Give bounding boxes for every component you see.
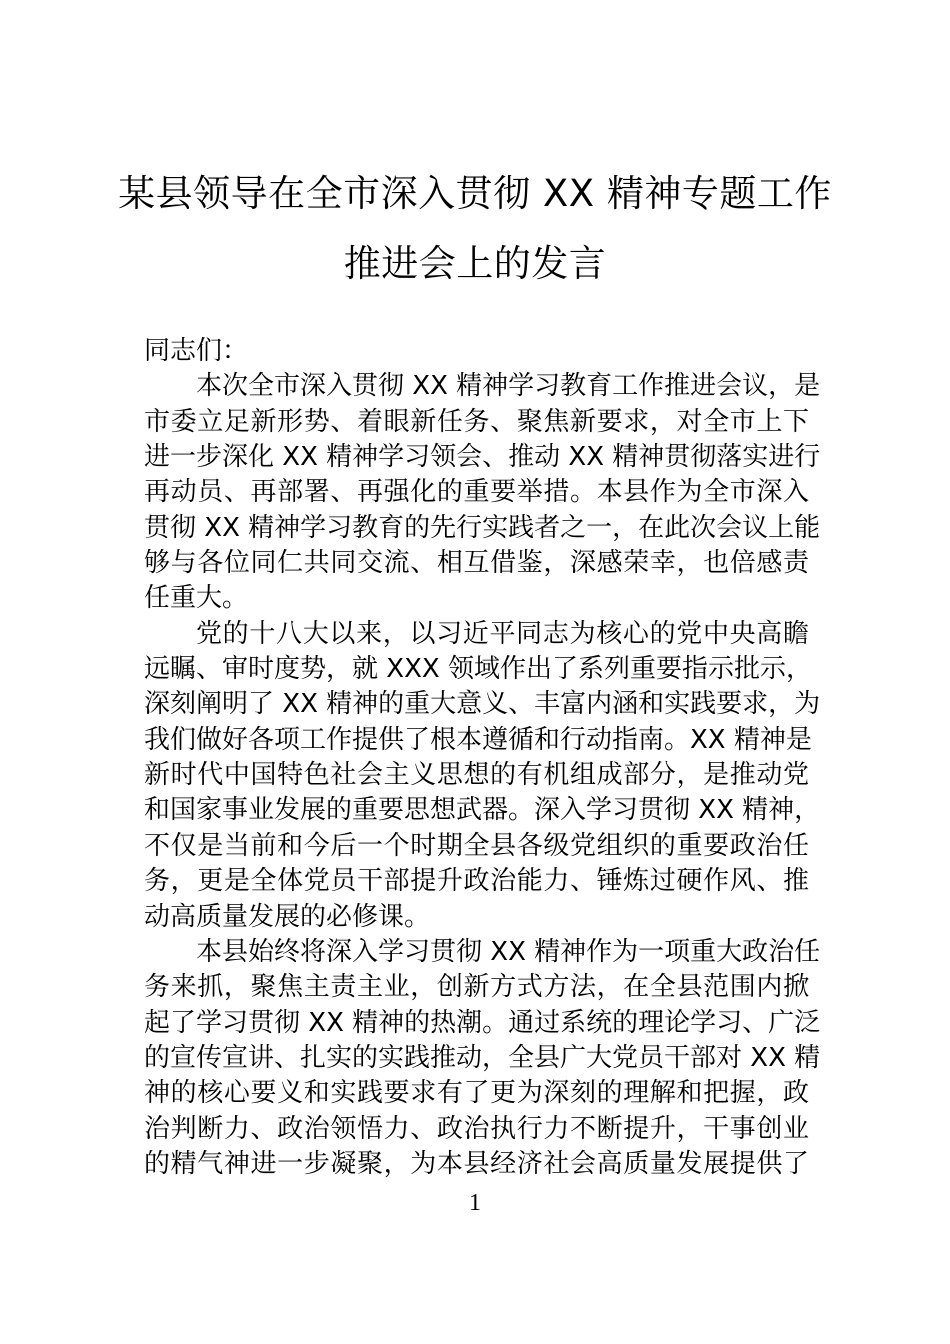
paragraph-2-line: 远瞩、审时度势，就 XXX 领域作出了系列重要指示批示，: [144, 654, 812, 685]
paragraph-2-line: 不仅是当前和今后一个时期全县各级党组织的重要政治任: [144, 830, 809, 861]
paragraph-1-line: 够与各位同仁共同交流、相互借鉴，深感荣幸，也倍感责: [144, 548, 809, 579]
paragraph-3-line: 治判断力、政治领悟力、政治执行力不断提升，干事创业: [144, 1113, 809, 1144]
paragraph-3-line: 务来抓，聚焦主责主业，创新方式方法，在全县范围内掀: [144, 972, 809, 1003]
salutation: 同志们：: [144, 336, 249, 366]
paragraph-2-line: 务，更是全体党员干部提升政治能力、锤炼过硬作风、推: [144, 866, 809, 897]
paragraph-3-line: 的精气神进一步凝聚，为本县经济社会高质量发展提供了: [144, 1148, 809, 1179]
paragraph-1-line: 市委立足新形势、着眼新任务、聚焦新要求，对全市上下: [144, 406, 809, 437]
paragraph-2-line: 我们做好各项工作提供了根本遵循和行动指南。XX 精神是: [144, 724, 812, 755]
paragraph-1-line: 再动员、再部署、再强化的重要举措。本县作为全市深入: [144, 477, 809, 508]
paragraph-2-line: 和国家事业发展的重要思想武器。深入学习贯彻 XX 精神，: [144, 795, 821, 826]
document-title-line-2: 推进会上的发言: [343, 242, 607, 285]
paragraph-1-line: 任重大。: [144, 583, 249, 614]
paragraph-3-line: 神的核心要义和实践要求有了更为深刻的理解和把握，政: [144, 1078, 809, 1109]
paragraph-1-line: 贯彻 XX 精神学习教育的先行实践者之一，在此次会议上能: [144, 512, 821, 543]
paragraph-1-line: 进一步深化 XX 精神学习领会、推动 XX 精神贯彻落实进行: [144, 442, 821, 473]
paragraph-3-line: 起了学习贯彻 XX 精神的热潮。通过系统的理论学习、广泛: [144, 1007, 821, 1038]
paragraph-2-line: 党的十八大以来，以习近平同志为核心的党中央高瞻: [196, 618, 809, 649]
paragraph-2-line: 新时代中国特色社会主义思想的有机组成部分，是推动党: [144, 760, 809, 791]
page-number: 1: [469, 1190, 481, 1216]
paragraph-3-line: 的宣传宣讲、扎实的实践推动，全县广大党员干部对 XX 精: [144, 1042, 821, 1073]
paragraph-2-line: 深刻阐明了 XX 精神的重大意义、丰富内涵和实践要求，为: [144, 689, 821, 720]
paragraph-1-line: 本次全市深入贯彻 XX 精神学习教育工作推进会议，是: [196, 371, 821, 402]
paragraph-3-line: 本县始终将深入学习贯彻 XX 精神作为一项重大政治任: [196, 936, 821, 967]
document-body: [144, 334, 821, 1182]
paragraph-2-line: 动高质量发展的必修课。: [144, 901, 431, 932]
document-title-line-1: 某县领导在全市深入贯彻 XX 精神专题工作: [118, 172, 832, 215]
